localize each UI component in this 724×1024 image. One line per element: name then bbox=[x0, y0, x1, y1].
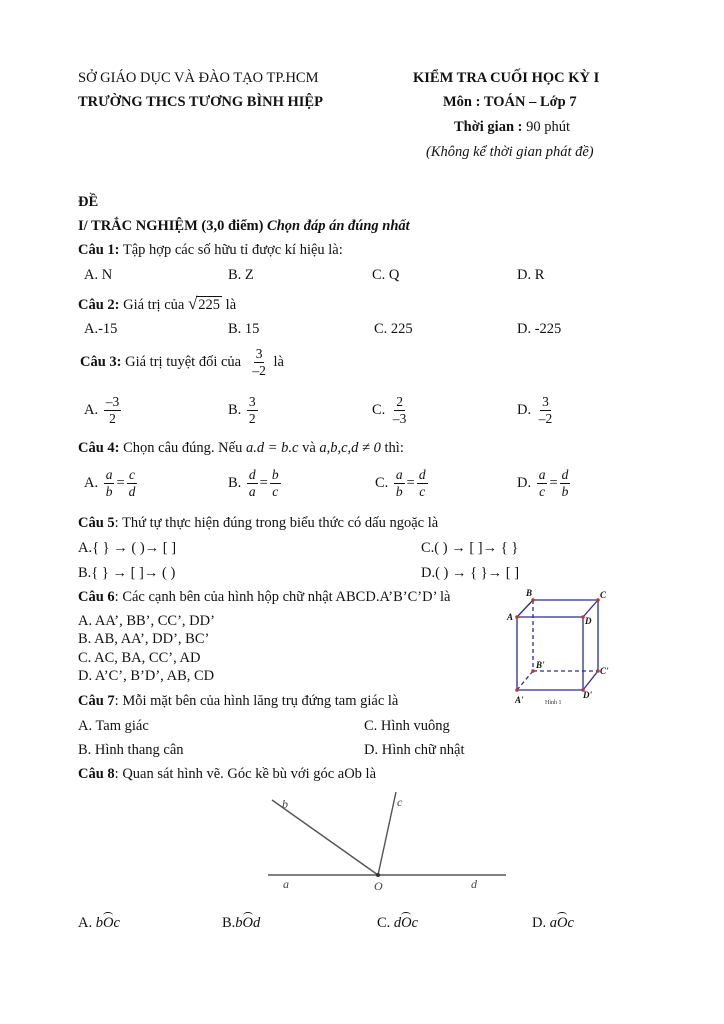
q4-a-d1: b bbox=[105, 484, 113, 499]
q3-label: Câu 3: bbox=[80, 353, 122, 370]
q5-option-c: C.( ) → [ ]→ { } bbox=[421, 540, 519, 556]
q7-option-a: A. Tam giác bbox=[78, 718, 149, 734]
q7-option-c: C. Hình vuông bbox=[364, 718, 450, 734]
q2-radicand: 225 bbox=[198, 297, 221, 313]
q8-d-angle: aOc bbox=[549, 915, 574, 931]
q5-text: : Thứ tự thực hiện đúng trong biểu thức có dấu ngoặc là bbox=[114, 515, 439, 531]
q8-option-d bbox=[532, 915, 574, 932]
q4-d-frac2 bbox=[560, 467, 571, 500]
q4-cond1: a.d = b.c bbox=[245, 440, 299, 456]
q3-option-b bbox=[228, 394, 260, 427]
q8-option-a bbox=[78, 915, 120, 932]
label-B-prime: B' bbox=[536, 660, 545, 670]
point-O bbox=[376, 873, 380, 877]
q3-a-den: 2 bbox=[109, 411, 116, 426]
q3-b-num: 3 bbox=[248, 394, 256, 409]
q6-option-d: D. A’C’, B’D’, AB, CD bbox=[78, 668, 215, 684]
label-O: O bbox=[374, 879, 383, 893]
q2-option-a: A.-15 bbox=[84, 321, 118, 337]
q4-a-label: A. bbox=[84, 474, 99, 491]
q8-option-b bbox=[222, 915, 260, 932]
cuboid-figure bbox=[505, 586, 620, 711]
q4-b-label: B. bbox=[228, 474, 242, 491]
label-D-prime: D' bbox=[583, 690, 592, 700]
q3-c-fraction bbox=[391, 394, 409, 427]
q3-d-num: 3 bbox=[542, 394, 549, 409]
label-a: a bbox=[283, 877, 289, 891]
q4-option-c bbox=[375, 467, 430, 500]
q4-b-n2: b bbox=[271, 467, 279, 482]
label-B: B bbox=[526, 588, 533, 598]
q3-b-den: 2 bbox=[248, 411, 256, 426]
edge-CD bbox=[583, 600, 598, 617]
q6-stem bbox=[78, 589, 450, 606]
q7-label: Câu 7 bbox=[78, 693, 115, 709]
q1-stem bbox=[78, 242, 343, 259]
q3-d-fraction bbox=[537, 394, 555, 427]
q3-a-num: –3 bbox=[105, 394, 120, 409]
q3-a-fraction bbox=[104, 394, 122, 427]
q4-b-frac2 bbox=[270, 467, 281, 500]
de-heading: ĐỀ bbox=[78, 194, 99, 210]
q4-d-n1: a bbox=[538, 467, 546, 482]
q4-option-d bbox=[517, 467, 572, 500]
q4-c-n1: a bbox=[395, 467, 403, 482]
q6-label: Câu 6 bbox=[78, 589, 115, 605]
q3-d-label: D. bbox=[517, 401, 532, 418]
q3-c-den: –3 bbox=[392, 411, 407, 426]
q3-b-fraction bbox=[247, 394, 258, 427]
q3-b-label: B. bbox=[228, 401, 242, 418]
header-time bbox=[454, 119, 570, 136]
q3-stem bbox=[80, 346, 284, 379]
q1-label: Câu 1: bbox=[78, 242, 120, 258]
section-instruction: Chọn đáp án đúng nhất bbox=[267, 218, 410, 234]
q5-option-b: B.{ } → [ ]→ ( ) bbox=[78, 565, 176, 581]
label-c: c bbox=[397, 795, 403, 809]
q4-a-frac2 bbox=[127, 467, 138, 500]
q2-option-b: B. 15 bbox=[228, 321, 260, 337]
vertex-B-prime bbox=[531, 669, 535, 673]
section-title: I/ TRẮC NGHIỆM (3,0 điểm) bbox=[78, 218, 264, 234]
q4-d-eq: = bbox=[549, 474, 558, 491]
label-A: A bbox=[507, 612, 514, 622]
q8-c-label: C. bbox=[377, 915, 391, 931]
q4-d-d1: c bbox=[539, 484, 546, 499]
q8-a-angle: bOc bbox=[95, 915, 120, 931]
q2-stem bbox=[78, 294, 236, 314]
q4-a-d2: d bbox=[128, 484, 136, 499]
q6-text: : Các cạnh bên của hình hộp chữ nhật ABCD.A’B’C’D’ là bbox=[114, 589, 451, 605]
q1-text: Tập hợp các số hữu tỉ được kí hiệu là: bbox=[122, 242, 343, 258]
q6-option-b: B. AB, AA’, DD’, BC’ bbox=[78, 631, 210, 647]
q8-b-angle: bOd bbox=[235, 915, 261, 931]
q4-b-frac1 bbox=[247, 467, 258, 500]
q2-tail: là bbox=[225, 297, 237, 313]
q3-tail: là bbox=[273, 353, 284, 370]
q4-b-n1: d bbox=[248, 467, 256, 482]
angle-figure bbox=[256, 784, 512, 896]
q4-label: Câu 4: bbox=[78, 440, 120, 456]
q2-option-c: C. 225 bbox=[374, 321, 413, 337]
q5-option-d: D.( ) → { }→ [ ] bbox=[421, 565, 520, 581]
q3-d-den: –2 bbox=[538, 411, 553, 426]
q5-option-a: A.{ } → ( )→ [ ] bbox=[78, 540, 177, 556]
q4-d-n2: d bbox=[561, 467, 569, 482]
q4-d-d2: b bbox=[561, 484, 569, 499]
q3-fraction bbox=[250, 346, 268, 379]
q5-stem bbox=[78, 515, 438, 532]
q4-b-d2: c bbox=[272, 484, 279, 499]
label-b: b bbox=[282, 797, 288, 811]
header-department: SỞ GIÁO DỤC VÀ ĐÀO TẠO TP.HCM bbox=[78, 70, 319, 86]
q6-option-c: C. AC, BA, CC’, AD bbox=[78, 650, 201, 666]
label-C: C bbox=[600, 590, 607, 600]
q8-c-angle: dOc bbox=[393, 915, 419, 931]
q8-a-label: A. bbox=[78, 915, 93, 931]
q1-option-c: C. Q bbox=[372, 267, 400, 283]
vertex-B bbox=[531, 598, 535, 602]
vertex-A bbox=[515, 615, 519, 619]
vertex-A-prime bbox=[515, 688, 519, 692]
q1-option-d: D. R bbox=[517, 267, 545, 283]
q2-option-d: D. -225 bbox=[517, 321, 562, 337]
header-exam-title: KIỂM TRA CUỐI HỌC KỲ I bbox=[413, 70, 600, 86]
q8-option-c bbox=[377, 915, 418, 932]
q4-tail: thì: bbox=[384, 440, 404, 456]
q3-c-label: C. bbox=[372, 401, 386, 418]
q4-d-label: D. bbox=[517, 474, 532, 491]
label-C-prime: C' bbox=[600, 666, 609, 676]
edge-AB-prime-hidden bbox=[517, 671, 533, 690]
q3-den: –2 bbox=[252, 363, 266, 378]
label-A-prime: A' bbox=[515, 695, 524, 705]
q4-c-d2: c bbox=[419, 484, 426, 499]
header-subject: Môn : TOÁN – Lớp 7 bbox=[443, 94, 577, 110]
ray-Ob bbox=[272, 800, 378, 875]
q3-text: Giá trị tuyệt đối của bbox=[125, 353, 242, 370]
q8-stem bbox=[78, 766, 376, 783]
figure-caption: Hình 1 bbox=[545, 700, 562, 706]
q4-c-frac1 bbox=[394, 467, 405, 500]
q1-option-a: A. N bbox=[84, 267, 113, 283]
q5-label: Câu 5 bbox=[78, 515, 115, 531]
time-label: Thời gian : bbox=[454, 119, 523, 135]
q4-b-d1: a bbox=[248, 484, 256, 499]
q4-stem bbox=[78, 440, 404, 457]
q4-and: và bbox=[302, 440, 316, 456]
q4-option-a bbox=[84, 467, 139, 500]
section-heading bbox=[78, 218, 410, 235]
ray-Oc bbox=[378, 792, 396, 875]
q4-c-eq: = bbox=[406, 474, 415, 491]
q4-cond2: a,b,c,d ≠ 0 bbox=[319, 440, 381, 456]
q7-text: : Mỗi mặt bên của hình lăng trụ đứng tam giác là bbox=[114, 693, 399, 709]
q4-c-n2: d bbox=[418, 467, 426, 482]
header-note: (Không kể thời gian phát đề) bbox=[426, 144, 594, 160]
q2-text: Giá trị của bbox=[123, 297, 185, 313]
q4-a-frac1 bbox=[104, 467, 115, 500]
q3-option-d bbox=[517, 394, 556, 427]
q2-label: Câu 2: bbox=[78, 297, 120, 313]
label-d: d bbox=[471, 877, 477, 891]
q4-a-n2: c bbox=[129, 467, 136, 482]
q8-label: Câu 8 bbox=[78, 766, 115, 782]
q7-option-b: B. Hình thang cân bbox=[78, 742, 184, 758]
q4-a-eq: = bbox=[116, 474, 125, 491]
q3-c-num: 2 bbox=[396, 394, 404, 409]
q1-option-b: B. Z bbox=[228, 267, 254, 283]
q4-a-n1: a bbox=[105, 467, 113, 482]
sqrt-sign: √ bbox=[187, 294, 198, 313]
q4-c-frac2 bbox=[417, 467, 428, 500]
q3-option-c bbox=[372, 394, 410, 427]
q7-stem bbox=[78, 693, 398, 710]
q8-d-label: D. bbox=[532, 915, 547, 931]
edge-DC-prime bbox=[583, 671, 598, 690]
q3-num: 3 bbox=[255, 346, 263, 361]
time-value: 90 phút bbox=[526, 119, 570, 135]
q3-a-label: A. bbox=[84, 401, 99, 418]
edge-AB bbox=[517, 600, 533, 617]
q4-option-b bbox=[228, 467, 283, 500]
q8-text: : Quan sát hình vẽ. Góc kề bù với góc aOb là bbox=[114, 766, 377, 782]
q6-option-a: A. AA’, BB’, CC’, DD’ bbox=[78, 613, 215, 629]
label-D: D bbox=[585, 616, 592, 626]
q7-option-d: D. Hình chữ nhật bbox=[364, 742, 465, 758]
q4-text: Chọn câu đúng. Nếu bbox=[123, 440, 243, 456]
q3-option-a bbox=[84, 394, 123, 427]
q8-b-label: B. bbox=[222, 915, 236, 931]
q4-d-frac1 bbox=[537, 467, 548, 500]
q4-c-label: C. bbox=[375, 474, 389, 491]
q4-c-d1: b bbox=[395, 484, 403, 499]
header-school: TRƯỜNG THCS TƯƠNG BÌNH HIỆP bbox=[78, 94, 323, 110]
q4-b-eq: = bbox=[259, 474, 268, 491]
